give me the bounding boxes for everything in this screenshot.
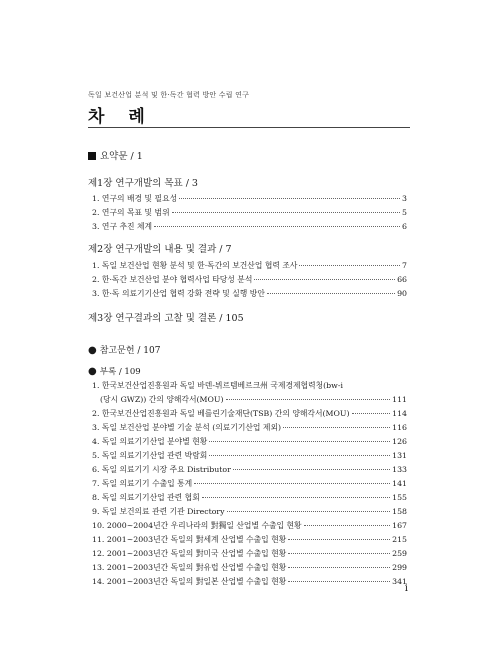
toc-row-title: 11. 2001~2003년간 독일의 對세계 산업별 수출입 현황: [92, 535, 287, 544]
toc-row-page: 90: [397, 289, 407, 298]
leader-dots: [352, 413, 391, 414]
summary-entry: [88, 148, 143, 162]
leader-dots: [226, 399, 391, 400]
chapter-1-heading: 제1장 연구개발의 목표 / 3: [88, 178, 198, 189]
toc-row-page: 259: [392, 549, 407, 558]
leader-dots: [154, 226, 400, 227]
appendix-heading: [88, 365, 141, 377]
appendix-row: [92, 464, 407, 475]
toc-row-title: 9. 독일 보건의료 관련 기관 Directory: [92, 507, 225, 516]
toc-row-title: 4. 독일 의료기기산업 분야별 현황: [92, 437, 208, 446]
appendix-row: [92, 450, 407, 461]
leader-dots: [283, 427, 390, 428]
chapter-3-heading: 제3장 연구결과의 고찰 및 결론 / 105: [88, 313, 244, 324]
toc-row-title: 3. 연구 추진 체계: [92, 222, 153, 231]
appendix-row: [92, 548, 407, 559]
leader-dots: [209, 455, 390, 456]
references-entry: [88, 343, 160, 356]
toc-row-page: 215: [392, 535, 407, 544]
bullet-dot-icon: ●: [88, 345, 97, 356]
leader-dots: [202, 497, 390, 498]
appendix-row-continuation: [100, 394, 407, 405]
toc-row-page: 158: [392, 507, 407, 516]
leader-dots: [299, 265, 400, 266]
toc-row-title: 2. 연구의 목표 및 범위: [92, 208, 170, 217]
toc-row-title: 2. 한·독간 보건산업 분야 협력사업 타당성 분석: [92, 275, 253, 284]
leader-dots: [267, 293, 395, 294]
toc-row-page: 6: [402, 222, 407, 231]
title-divider: [88, 127, 410, 128]
appendix-row: [92, 492, 407, 503]
running-head: 독일 보건산업 분석 및 한·독간 협력 방안 수립 연구: [88, 91, 250, 99]
leader-dots: [288, 581, 390, 582]
leader-dots: [288, 553, 390, 554]
appendix-row: [92, 562, 407, 573]
toc-row-page: 167: [392, 521, 407, 530]
toc-row-title: 1. 한국보건산업진흥원과 독일 바덴-뷔르템베르크州 국제경제협력청(bw-i: [92, 381, 343, 390]
toc-row-page: 116: [392, 423, 407, 432]
toc-row-page: 3: [402, 194, 407, 203]
leader-dots: [209, 441, 390, 442]
toc-row-page: 133: [392, 465, 407, 474]
toc-row-title: 2. 한국보건산업진흥원과 독일 베를린기술재단(TSB) 간의 양해각서(MOU): [92, 409, 350, 418]
toc-row-page: 155: [392, 493, 407, 502]
toc-row-title: 7. 독일 의료기기 수출입 통계: [92, 479, 193, 488]
toc-row-title: 10. 2000~2004년간 우리나라의 對獨일 산업별 수출입 현황: [92, 521, 302, 530]
leader-dots: [172, 212, 400, 213]
leader-dots: [288, 539, 390, 540]
appendix-row: [92, 408, 407, 419]
leader-dots: [194, 483, 390, 484]
appendix-row: [92, 506, 407, 517]
toc-row: [92, 207, 407, 218]
toc-row-title: 14. 2001~2003년간 독일의 對일본 산업별 수출입 현황: [92, 577, 287, 586]
toc-row-title: 3. 한·독 의료기기산업 협력 강화 전략 및 실행 방안: [92, 289, 265, 298]
toc-row-title: 3. 독일 보건산업 분야별 기술 분석 (의료기기산업 제외): [92, 423, 282, 432]
toc-row: [92, 274, 407, 285]
appendix-row: [92, 436, 407, 447]
page-title: 차 례: [88, 107, 154, 127]
toc-row: [92, 193, 407, 204]
leader-dots: [233, 469, 390, 470]
toc-row-page: 131: [392, 451, 407, 460]
page-number: i: [404, 583, 408, 594]
toc-row: [92, 221, 407, 232]
toc-row-page: 141: [392, 479, 407, 488]
appendix-row: [92, 534, 407, 545]
appendix-label: 부록 / 109: [99, 367, 141, 377]
appendix-row: [92, 422, 407, 433]
toc-row-title: 1. 독일 보건산업 현황 분석 및 한·독간의 보건산업 협력 조사: [92, 261, 298, 270]
chapter-2-heading: 제2장 연구개발의 내용 및 결과 / 7: [88, 244, 232, 255]
toc-row-page: 7: [402, 261, 407, 270]
toc-row-title: 6. 독일 의료기기 시장 주요 Distributor: [92, 465, 231, 474]
toc-row-page: 66: [397, 275, 407, 284]
leader-dots: [288, 567, 390, 568]
bullet-dot-icon: ●: [88, 366, 97, 377]
summary-label: 요약문 / 1: [100, 151, 143, 162]
toc-row-title: 13. 2001~2003년간 독일의 對유럽 산업별 수출입 현황: [92, 563, 287, 572]
toc-row-title: 8. 독일 의료기기산업 관련 협회: [92, 493, 200, 502]
toc-row-title: 1. 연구의 배경 및 필요성: [92, 194, 178, 203]
appendix-row: [92, 478, 407, 489]
appendix-row: [92, 520, 407, 531]
toc-row-page: 341: [392, 577, 407, 586]
toc-row-page: 5: [402, 208, 407, 217]
appendix-row: [92, 576, 407, 587]
leader-dots: [254, 279, 395, 280]
toc-row-page: 126: [392, 437, 407, 446]
toc-row-title: 5. 독일 의료기기산업 관련 박람회: [92, 451, 208, 460]
leader-dots: [227, 511, 391, 512]
leader-dots: [179, 198, 400, 199]
toc-row-page: 111: [392, 395, 407, 404]
toc-row-title: 12. 2001~2003년간 독일의 對미국 산업별 수출입 현황: [92, 549, 287, 558]
leader-dots: [304, 525, 391, 526]
toc-row: [92, 288, 407, 299]
toc-row-page: 114: [392, 409, 407, 418]
references-label: 참고문헌 / 107: [99, 346, 161, 356]
appendix-row: [92, 380, 407, 391]
toc-row: [92, 260, 407, 271]
toc-row-title: (당시 GWZ)) 간의 양해각서(MOU): [100, 395, 224, 404]
toc-row-page: 299: [392, 563, 407, 572]
square-bullet-icon: [88, 152, 96, 160]
